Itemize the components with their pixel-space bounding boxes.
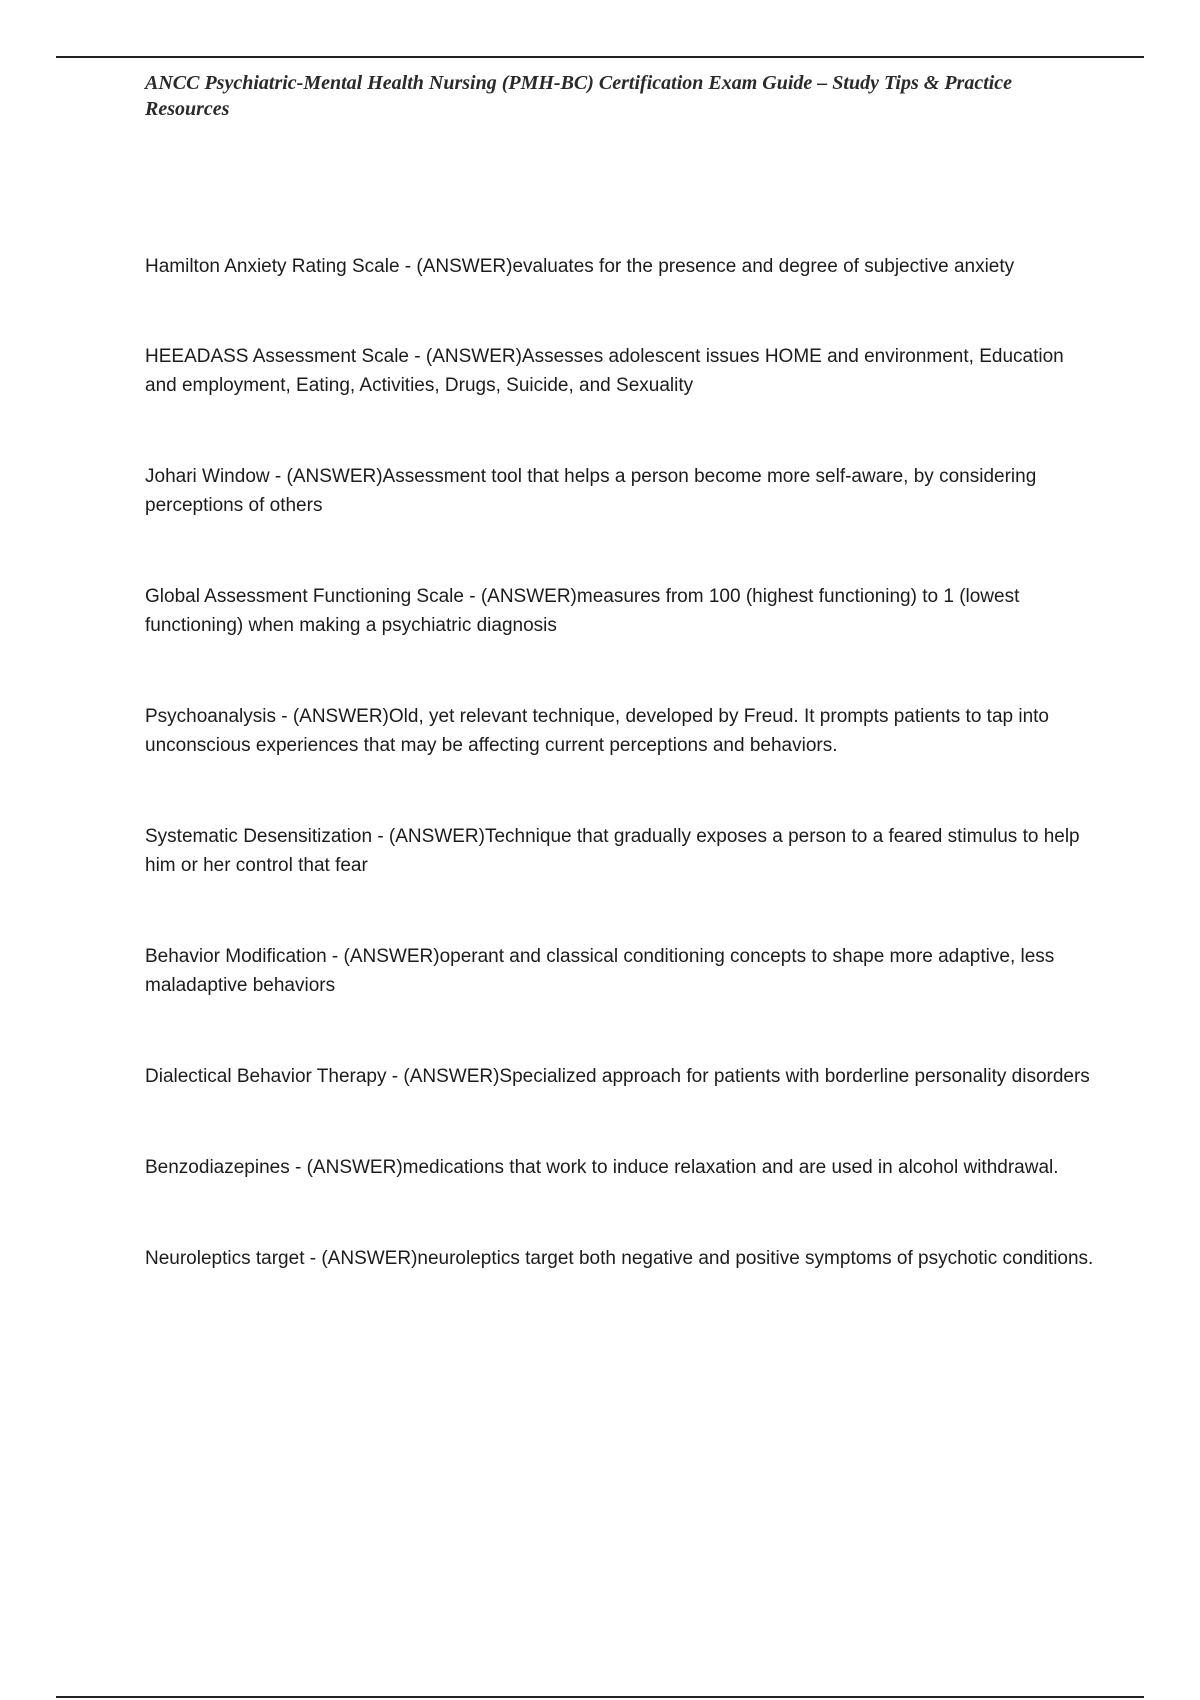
flashcard-entry-dbt: Dialectical Behavior Therapy - (ANSWER)Specialized approach for patients with borderline personality disorders bbox=[145, 1066, 1090, 1087]
flashcard-entry-behavior-modification: Behavior Modification - (ANSWER)operant and classical conditioning concepts to shape more adaptive, less maladaptive behaviors bbox=[145, 946, 1055, 996]
flashcard-entry-benzodiazepines: Benzodiazepines - (ANSWER)medications that work to induce relaxation and are used in alcohol withdrawal. bbox=[145, 1157, 1059, 1178]
flashcard-entry-desensitization: Systematic Desensitization - (ANSWER)Technique that gradually exposes a person to a feared stimulus to help him or her control that fear bbox=[145, 826, 1080, 876]
flashcard-entry-neuroleptics: Neuroleptics target - (ANSWER)neuroleptics target both negative and positive symptoms of psychotic conditions. bbox=[145, 1248, 1094, 1269]
flashcard-entry-psychoanalysis: Psychoanalysis - (ANSWER)Old, yet relevant technique, developed by Freud. It prompts patients to tap into unconscious experiences that may be affecting current perceptions and behaviors. bbox=[145, 706, 1049, 756]
header-rule bbox=[56, 56, 1144, 58]
flashcard-entry-hamilton: Hamilton Anxiety Rating Scale - (ANSWER)evaluates for the presence and degree of subjective anxiety bbox=[145, 256, 1015, 277]
flashcard-entry-heeadass: HEEADASS Assessment Scale - (ANSWER)Assesses adolescent issues HOME and environment, Education and employment, Eating, Activities, Drugs, Suicide, and Sexuality bbox=[145, 346, 1064, 396]
flashcard-entry-gaf: Global Assessment Functioning Scale - (ANSWER)measures from 100 (highest functioning) to 1 (lowest functioning) when making a psychiatric diagnosis bbox=[145, 586, 1020, 636]
flashcard-list bbox=[145, 252, 1095, 1273]
page-header-title: ANCC Psychiatric-Mental Health Nursing (PMH-BC) Certification Exam Guide – Study Tips & Practice Resources bbox=[145, 72, 1013, 120]
flashcard-entry-johari: Johari Window - (ANSWER)Assessment tool that helps a person become more self-aware, by considering perceptions of others bbox=[145, 466, 1037, 516]
footer-rule bbox=[56, 1696, 1144, 1698]
